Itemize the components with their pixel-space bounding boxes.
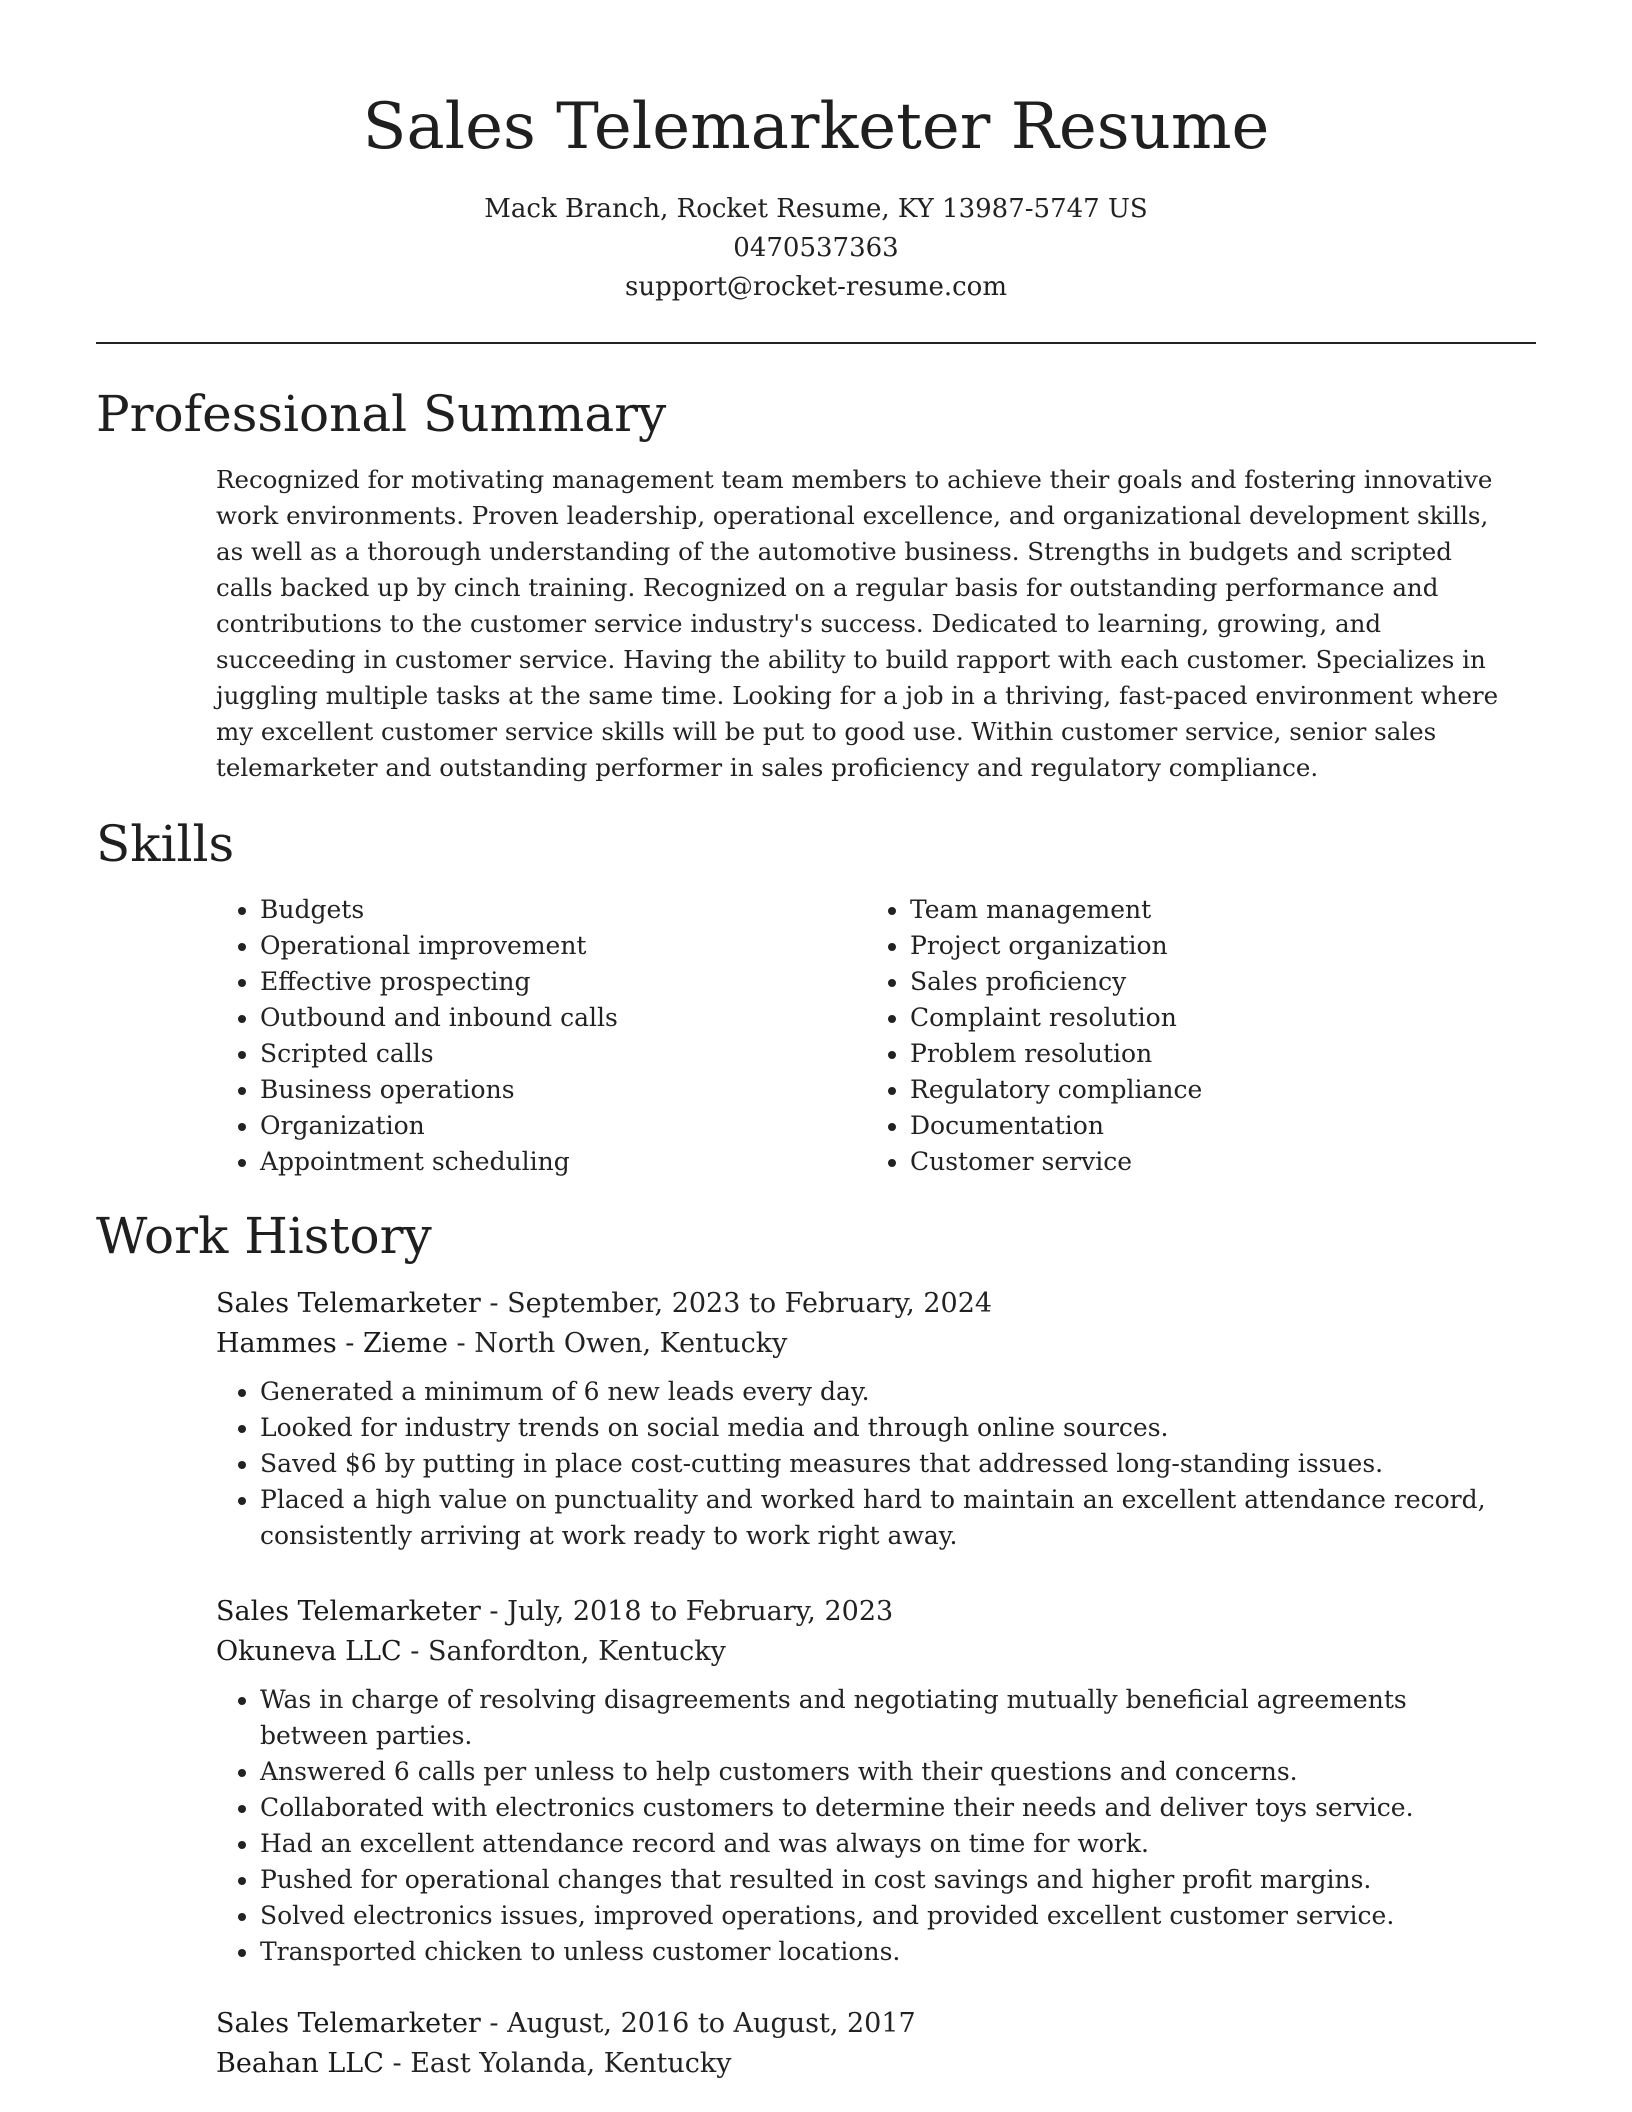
job-bullet: • Transported chicken to unless customer locations. [260, 1934, 1516, 1970]
contact-email: support@rocket-resume.com [624, 272, 1007, 302]
job-company-line: Okuneva LLC - Sanfordton, Kentucky [216, 1636, 726, 1667]
skill-item: • Effective prospecting [260, 964, 866, 1000]
job-dates: July, 2018 to February, 2023 [507, 1596, 894, 1627]
job-company: Hammes - Zieme [216, 1328, 448, 1359]
job-company-line: Beahan LLC - East Yolanda, Kentucky [216, 2048, 732, 2079]
skill-item: • Documentation [910, 1108, 1516, 1144]
contact-phone: 0470537363 [733, 233, 899, 263]
job-company: Okuneva LLC [216, 1636, 402, 1667]
skill-item: • Team management [910, 892, 1516, 928]
job-title-line: Sales Telemarketer - August, 2016 to August, 2017 [216, 2008, 916, 2039]
job-bullet: • Answered 6 calls per unless to help customers with their questions and concerns. [260, 1754, 1516, 1790]
skills-list [216, 892, 1516, 1180]
job-title: Sales Telemarketer [216, 1596, 481, 1627]
job-bullet: • Looked for industry trends on social media and through online sources. [260, 1410, 1516, 1446]
job-bullet: • Had an excellent attendance record and was always on time for work. [260, 1826, 1516, 1862]
skill-item: • Sales proficiency [910, 964, 1516, 1000]
job-bullet: • Was in charge of resolving disagreements and negotiating mutually beneficial agreements between parties. [260, 1682, 1516, 1754]
skill-item: • Project organization [910, 928, 1516, 964]
job-company-line: Hammes - Zieme - North Owen, Kentucky [216, 1328, 788, 1359]
job-location: North Owen, Kentucky [474, 1328, 788, 1359]
skill-item: • Budgets [260, 892, 866, 928]
skill-item: • Organization [260, 1108, 866, 1144]
job-bullet: • Placed a high value on punctuality and worked hard to maintain an excellent attendance record, consistently arriving at work ready to work right away. [260, 1482, 1516, 1554]
job-title: Sales Telemarketer [216, 2008, 481, 2039]
job-location: East Yolanda, Kentucky [410, 2048, 732, 2079]
resume-title: Sales Telemarketer Resume [362, 90, 1270, 164]
job-bullet: • Saved $6 by putting in place cost-cutting measures that addressed long-standing issues. [260, 1446, 1516, 1482]
job-bullet: • Pushed for operational changes that resulted in cost savings and higher profit margins. [260, 1862, 1516, 1898]
skill-item: • Regulatory compliance [910, 1072, 1516, 1108]
job-bullet: • Collaborated with electronics customers to determine their needs and deliver toys service. [260, 1790, 1516, 1826]
contact-block [0, 190, 1632, 307]
skill-item: • Complaint resolution [910, 1000, 1516, 1036]
header-divider [96, 342, 1536, 344]
skill-item: • Outbound and inbound calls [260, 1000, 866, 1036]
summary-heading: Professional Summary [96, 385, 667, 443]
job-bullet: • Solved electronics issues, improved operations, and provided excellent customer service. [260, 1898, 1516, 1934]
job-bullets [216, 1682, 1516, 1970]
job-title-line: Sales Telemarketer - September, 2023 to February, 2024 [216, 1288, 993, 1319]
job-location: Sanfordton, Kentucky [428, 1636, 726, 1667]
skill-item: • Customer service [910, 1144, 1516, 1180]
job-dates: September, 2023 to February, 2024 [507, 1288, 993, 1319]
skill-item: • Appointment scheduling [260, 1144, 866, 1180]
job-entry [216, 1592, 1516, 1970]
job-company: Beahan LLC [216, 2048, 384, 2079]
job-title-line: Sales Telemarketer - July, 2018 to February, 2023 [216, 1596, 894, 1627]
skills-heading: Skills [96, 815, 235, 873]
skills-column-right [866, 892, 1516, 1180]
job-entry [216, 2004, 1516, 2084]
skills-column-left [216, 892, 866, 1180]
summary-text: Recognized for motivating management team members to achieve their goals and fostering innovative work environments. Proven leadership, operational excellence, and organizational development skills, as well as a thorough understanding of the automotive business. Strengths in budgets and scripted calls backed up by cinch training. Recognized on a regular basis for outstanding performance and contributions to the customer service industry's success. Dedicated to learning, growing, and succeeding in customer service. Having the ability to build rapport with each customer. Specializes in juggling multiple tasks at the same time. Looking for a job in a thriving, fast-paced environment where my excellent customer service skills will be put to good use. Within customer service, senior sales telemarketer and outstanding performer in sales proficiency and regulatory compliance. [216, 465, 1499, 782]
work-history-heading: Work History [96, 1207, 432, 1265]
skill-item: • Scripted calls [260, 1036, 866, 1072]
job-bullets [216, 1374, 1516, 1554]
job-bullet: • Generated a minimum of 6 new leads every day. [260, 1374, 1516, 1410]
skill-item: • Business operations [260, 1072, 866, 1108]
skill-item: • Problem resolution [910, 1036, 1516, 1072]
job-dates: August, 2016 to August, 2017 [507, 2008, 916, 2039]
job-title: Sales Telemarketer [216, 1288, 481, 1319]
skill-item: • Operational improvement [260, 928, 866, 964]
contact-address: Mack Branch, Rocket Resume, KY 13987-5747 US [484, 194, 1148, 224]
job-entry [216, 1284, 1516, 1554]
